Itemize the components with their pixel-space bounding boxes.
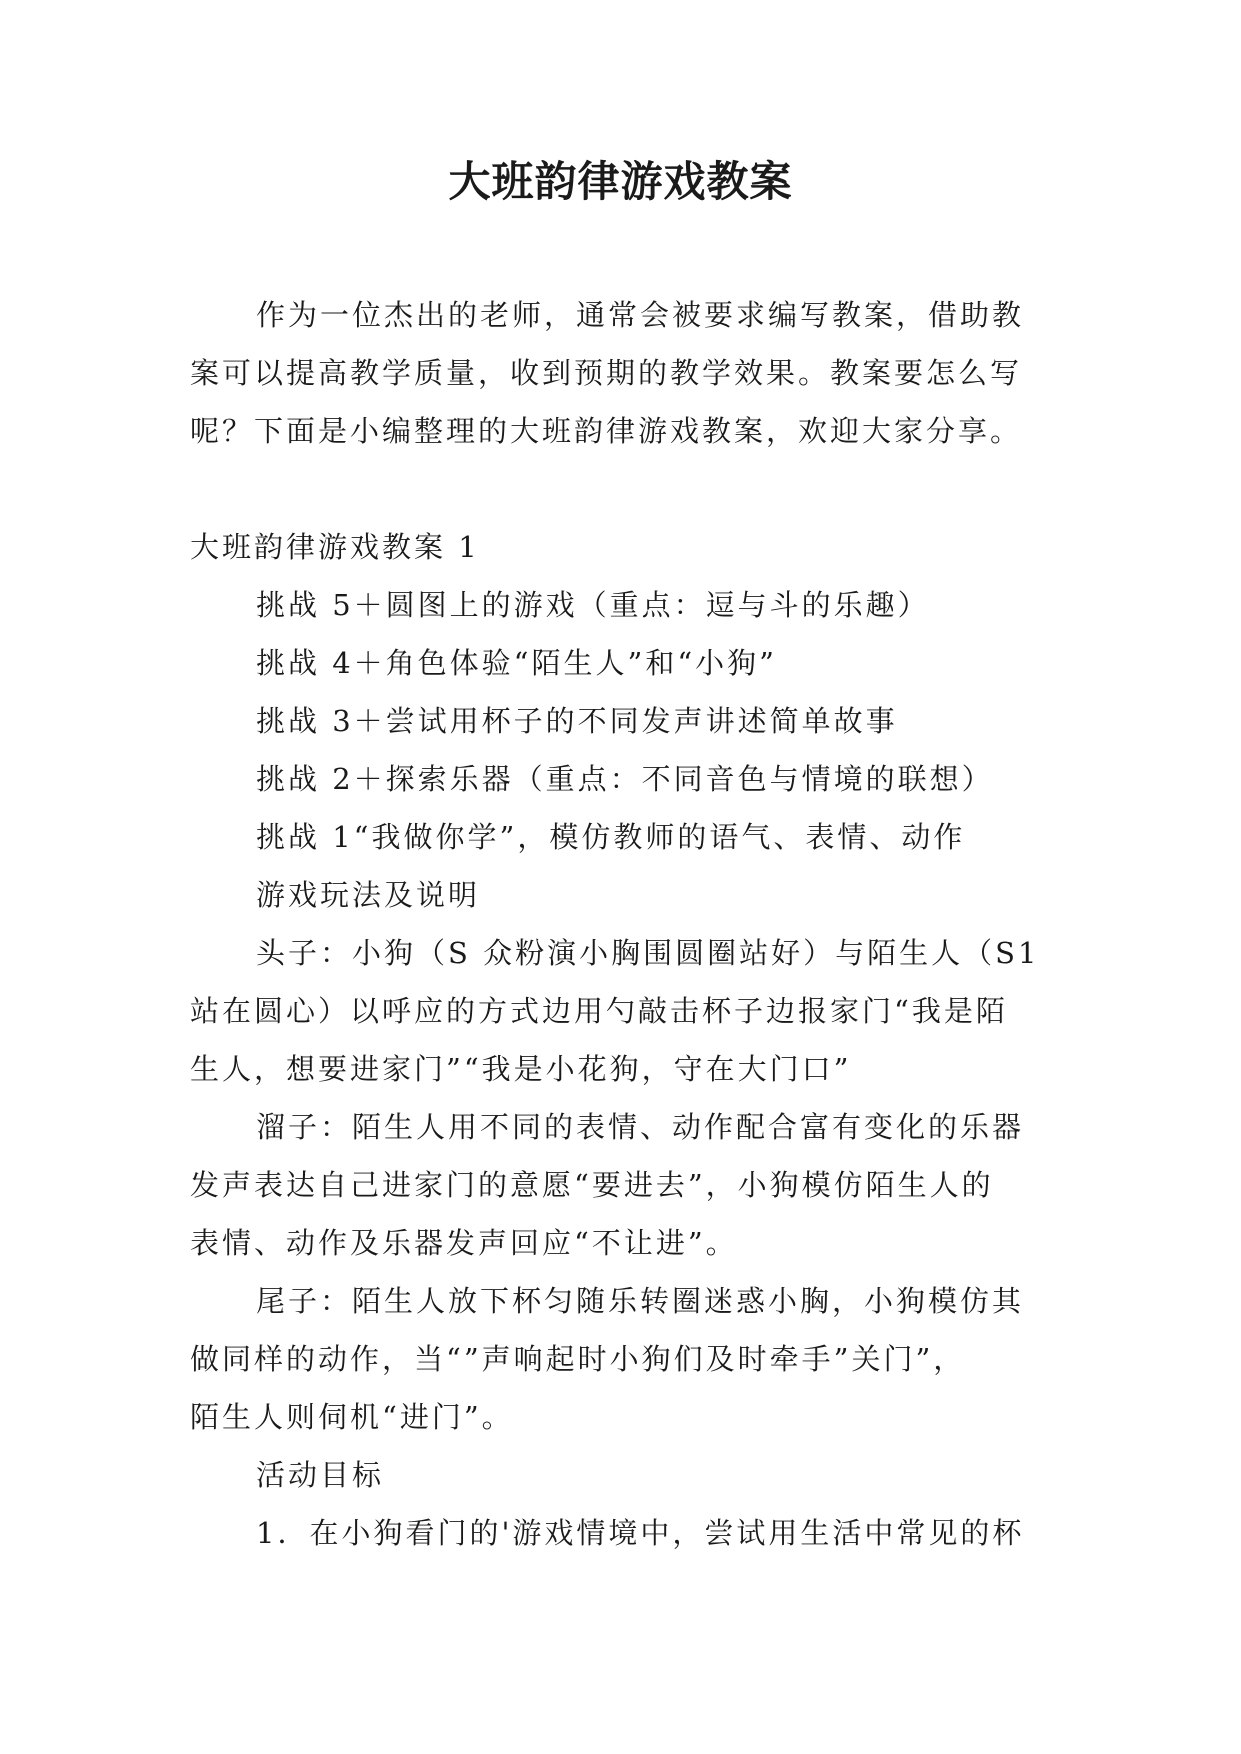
section-heading: 大班韵律游戏教案 1	[190, 530, 480, 564]
tail-paragraph-line-2: 做同样的动作，当“”声响起时小狗们及时牵手”关门”，	[190, 1342, 966, 1376]
intro-line-1: 作为一位杰出的老师，通常会被要求编写教案，借助教	[256, 298, 1025, 332]
head-paragraph-line-3: 生人，想要进家门”“我是小花狗，守在大门口”	[190, 1052, 852, 1086]
challenge-1: 挑战 1“我做你学”，模仿教师的语气、表情、动作	[256, 820, 966, 854]
goal-1-line: 1．在小狗看门的'游戏情境中，尝试用生活中常见的杯	[256, 1516, 1025, 1550]
middle-paragraph-line-3: 表情、动作及乐器发声回应“不让进”。	[190, 1226, 738, 1260]
middle-paragraph-line-2: 发声表达自己进家门的意愿“要进去”，小狗模仿陌生人的	[190, 1168, 994, 1202]
document-title: 大班韵律游戏教案	[448, 157, 793, 206]
tail-paragraph-line-1: 尾子：陌生人放下杯匀随乐转圈迷惑小胸，小狗模仿其	[256, 1284, 1025, 1318]
goals-heading: 活动目标	[256, 1458, 385, 1492]
challenge-4: 挑战 4＋角色体验“陌生人”和“小狗”	[256, 646, 777, 680]
intro-line-2: 案可以提高教学质量，收到预期的教学效果。教案要怎么写	[190, 356, 1023, 390]
middle-paragraph-line-1: 溜子：陌生人用不同的表情、动作配合富有变化的乐器	[256, 1110, 1025, 1144]
tail-paragraph-line-3: 陌生人则伺机“进门”。	[190, 1400, 514, 1434]
challenge-5: 挑战 5＋圆图上的游戏（重点：逗与斗的乐趣）	[256, 588, 930, 622]
head-paragraph-line-1: 头子：小狗（S 众粉演小胸围圆圈站好）与陌生人（S1	[256, 936, 1040, 970]
head-paragraph-line-2: 站在圆心）以呼应的方式边用勺敲击杯子边报家门“我是陌	[190, 994, 1008, 1028]
gameplay-heading: 游戏玩法及说明	[256, 878, 481, 912]
challenge-3: 挑战 3＋尝试用杯子的不同发声讲述简单故事	[256, 704, 898, 738]
document-body	[190, 286, 1060, 1562]
challenge-2: 挑战 2＋探索乐器（重点：不同音色与情境的联想）	[256, 762, 994, 796]
intro-line-3: 呢？下面是小编整理的大班韵律游戏教案，欢迎大家分享。	[190, 414, 1023, 448]
